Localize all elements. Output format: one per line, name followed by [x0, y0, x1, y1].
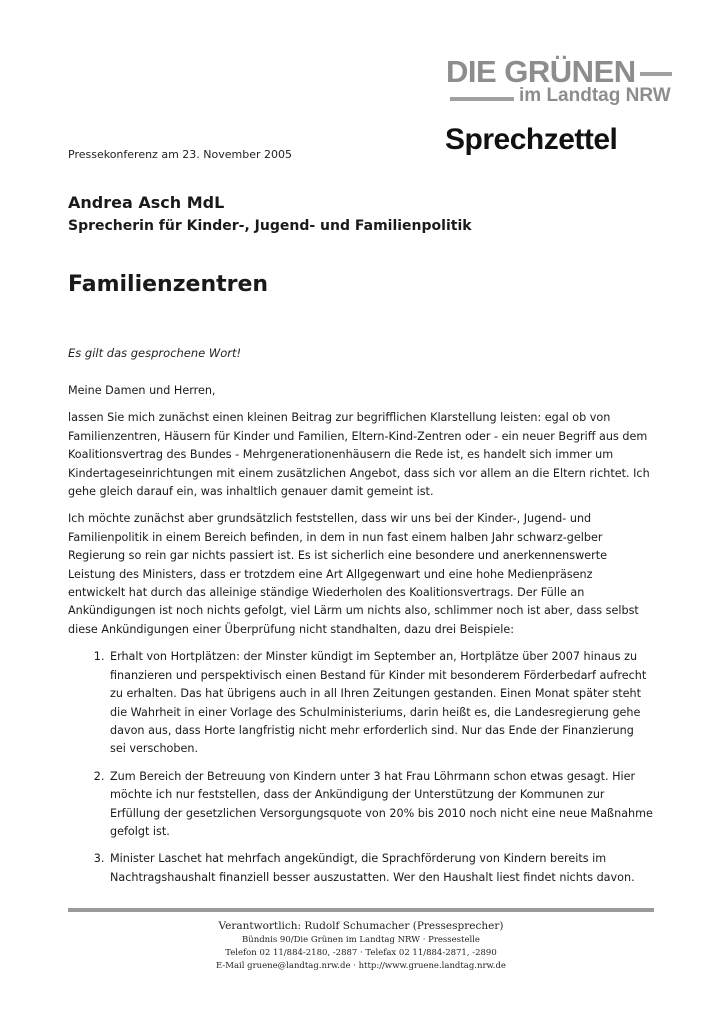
examples-list — [68, 648, 653, 887]
list-item: 1. Erhalt von Hortplätzen: der Minster kündigt im September an, Hortplätze über 2007 hinaus zu finanzieren und perspektivisch einen Bestand für Kinder mit besonderem Förderbedarf aufrecht zu erhalten. Das hat übrigens auch in all Ihren Zeitungen gestanden. Einen Monat später steht die Wahrheit in einer Vorlage des Schulministeriums, darin heißt es, die Landesregierung gehe davon aus, dass Horte langfristig nicht mehr erforderlich sind. Nur das Ende der Finanzierung sei verschoben. — [108, 648, 653, 758]
speaker-role: Sprecherin für Kinder-, Jugend- und Familienpolitik — [68, 218, 472, 234]
logo-decor-line-right — [640, 72, 672, 76]
speaker-name: Andrea Asch MdL — [68, 193, 225, 212]
paragraph-2: Ich möchte zunächst aber grundsätzlich feststellen, dass wir uns bei der Kinder-, Jugend- und Familienpolitik in einem Bereich befinden, in dem in nun fast einem halben Jahr schwarz-gelber Regierung so rein gar nichts passiert ist. Es ist sicherlich eine besondere und anerkennenswerte Leistung des Ministers, dass er trotzdem eine Art Allgegenwart und eine hohe Medienpräsenz entwickelt hat durch das alleinige ständige Wiederholen des Koalitionsvertrags. Der Fülle an Ankündigungen ist noch nichts gefolgt, viel Lärm um nichts also, schlimmer noch ist aber, dass selbst diese Ankündigungen einer Überprüfung nicht standhalten, dazu drei Beispiele: — [68, 512, 639, 636]
footer — [68, 918, 654, 973]
party-logo-title: DIE GRÜNEN — [446, 54, 636, 89]
footer-phone: Telefon 02 11/884-2180, -2887 · Telefax 02 11/884-2871, -2890 — [225, 948, 497, 958]
disclaimer: Es gilt das gesprochene Wort! — [68, 346, 242, 360]
footer-organization: Bündnis 90/Die Grünen im Landtag NRW · Pressestelle — [242, 935, 480, 945]
document-type-heading: Sprechzettel — [445, 123, 618, 156]
logo-decor-line-left — [450, 97, 514, 101]
press-conference-date: Pressekonferenz am 23. November 2005 — [68, 148, 292, 161]
footer-divider — [68, 908, 654, 912]
greeting: Meine Damen und Herren, — [68, 384, 216, 397]
list-item: 3. Minister Laschet hat mehrfach angekündigt, die Sprachförderung von Kindern bereits im Nachtragshaushalt finanziell besser auszustatten. Wer den Haushalt liest findet nichts davon. — [108, 850, 653, 887]
list-item: 2. Zum Bereich der Betreuung von Kindern unter 3 hat Frau Löhrmann schon etwas gesagt. Hier möchte ich nur feststellen, dass der Ankündigung der Unterstützung der Kommunen zur Erfüllung der gesetzlichen Versorgungsquote von 20% bis 2010 noch nicht eine neue Maßnahme gefolgt ist. — [108, 768, 653, 842]
party-logo-subtitle: im Landtag NRW — [519, 85, 671, 106]
paragraph-1: lassen Sie mich zunächst einen kleinen Beitrag zur begrifflichen Klarstellung leisten: egal ob von Familienzentren, Häusern für Kinder und Familien, Eltern-Kind-Zentren oder - ein neuer Begriff aus dem Koalitionsvertrag des Bundes - Mehrgenerationenhäusern die Rede ist, es handelt sich immer um Kindertageseinrichtungen mit einem zusätzlichen Angebot, dass sich vor allem an die Eltern richtet. Ich gehe gleich darauf ein, was inhaltlich genauer damit gemeint ist. — [68, 411, 650, 499]
footer-responsible: Verantwortlich: Rudolf Schumacher (Pressesprecher) — [218, 920, 504, 932]
footer-contact: E-Mail gruene@landtag.nrw.de · http://www.gruene.landtag.nrw.de — [216, 961, 506, 971]
document-title: Familienzentren — [68, 272, 269, 297]
body-text — [68, 382, 653, 896]
